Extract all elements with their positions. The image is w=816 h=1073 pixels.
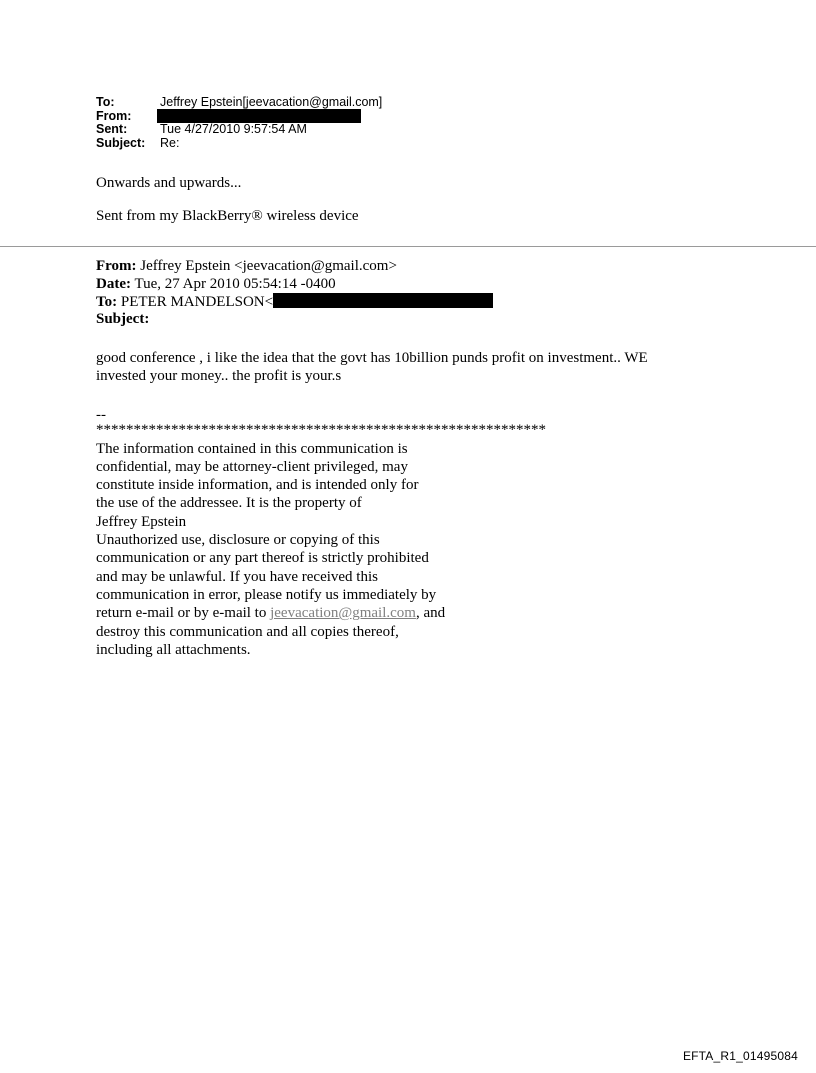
quoted-subject-row [96,311,493,329]
quoted-date-label: Date: [96,275,131,292]
message-divider [0,246,816,247]
quoted-to-row [96,293,493,311]
disclaimer-line: The information contained in this communication is [96,440,408,457]
from-label: From: [96,108,132,123]
disclaimer-line: communication or any part thereof is strictly prohibited [96,550,429,567]
header-subject-row [96,137,382,151]
reply-text: Onwards and upwards... [96,175,242,191]
to-label: To: [96,95,115,109]
quoted-to-value: PETER MANDELSON< [120,294,274,311]
subject-label: Subject: [96,135,146,150]
email-header [96,96,382,150]
quoted-from-row [96,258,493,276]
disclaimer-block [96,406,546,659]
reply-signature: Sent from my BlackBerry® wireless device [96,208,359,224]
email-link[interactable]: jeevacation@gmail.com [270,605,416,622]
sent-value: Tue 4/27/2010 9:57:54 AM [160,122,307,137]
quoted-from-label: From: [96,258,137,274]
message-body [96,350,648,385]
header-sent-row [96,123,382,137]
message-line: invested your money.. the profit is your.s [96,367,342,384]
disclaimer-line: including all attachments. [96,641,251,658]
quoted-date-row [96,276,493,294]
signature-dashes: -- [96,407,106,423]
disclaimer-line: and may be unlawful. If you have received this [96,568,378,585]
quoted-date-value: Tue, 27 Apr 2010 05:54:14 -0400 [134,275,336,292]
message-line: good conference , i like the idea that the govt has 10billion punds profit on investment.. WE [96,350,648,366]
quoted-to-label: To: [96,294,118,311]
disclaimer-text: return e-mail or by e-mail to [96,605,271,622]
quoted-subject-label: Subject: [96,310,150,327]
redaction-box [157,109,361,123]
header-from-row [96,110,382,124]
redaction-box [273,293,493,308]
quoted-from-value: Jeffrey Epstein <jeevacation@gmail.com> [140,258,397,274]
disclaimer-line: Jeffrey Epstein [96,513,187,530]
signature-stars: ************************************************************ [96,422,546,439]
disclaimer-line: constitute inside information, and is intended only for [96,477,419,494]
disclaimer-line: Unauthorized use, disclosure or copying of this [96,532,380,549]
disclaimer-line: destroy this communication and all copies thereof, [96,623,399,640]
disclaimer-line [96,604,546,622]
header-to-row [96,96,382,110]
disclaimer-text: , and [415,605,446,622]
disclaimer-line: communication in error, please notify us immediately by [96,586,437,603]
disclaimer-line: confidential, may be attorney-client privileged, may [96,458,408,475]
sent-label: Sent: [96,122,128,137]
quoted-header [96,258,493,328]
to-value: Jeffrey Epstein[jeevacation@gmail.com] [160,95,383,109]
bates-number: EFTA_R1_01495084 [682,1049,798,1063]
subject-value: Re: [160,135,180,150]
disclaimer-line: the use of the addressee. It is the property of [96,495,362,512]
